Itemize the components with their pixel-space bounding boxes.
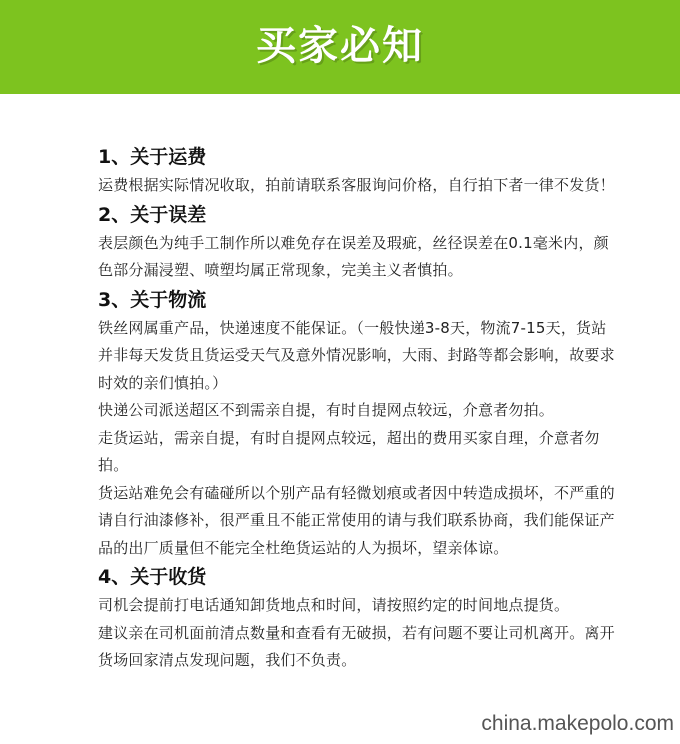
section-paragraph: 铁丝网属重产品，快递速度不能保证。（一般快递3-8天，物流7-15天，货站并非每天发货且货运受天气及意外情况影响，大雨、封路等都会影响，故要求时效的亲们慎拍。） xyxy=(98,318,615,392)
section-paragraph: 司机会提前打电话通知卸货地点和时间，请按照约定的时间地点提货。 xyxy=(98,596,570,614)
section-receiving xyxy=(98,562,618,675)
section-paragraph: 表层颜色为纯手工制作所以难免存在误差及瑕疵，丝径误差在0.1毫米内，颜色部分漏浸塑、喷塑均属正常现象，完美主义者慎拍。 xyxy=(98,233,609,279)
section-paragraph: 快递公司派送超区不到需亲自提，有时自提网点较远，介意者勿拍。 xyxy=(98,401,555,419)
notice-content xyxy=(98,142,618,675)
section-heading: 3、关于物流 xyxy=(98,288,207,311)
section-shipping-fee xyxy=(98,142,618,200)
section-paragraph: 建议亲在司机面前清点数量和查看有无破损，若有问题不要让司机离开。离开货场回家清点发现问题，我们不负责。 xyxy=(98,623,615,669)
section-heading: 2、关于误差 xyxy=(98,203,207,226)
header-banner xyxy=(0,0,680,94)
section-paragraph: 货运站难免会有磕碰所以个别产品有轻微划痕或者因中转造成损坏，不严重的请自行油漆修补，很严重且不能正常使用的请与我们联系协商，我们能保证产品的出厂质量但不能完全杜绝货运站的人为损坏，望亲体谅。 xyxy=(98,483,615,557)
section-paragraph: 运费根据实际情况收取，拍前请联系客服询问价格，自行拍下者一律不发货！ xyxy=(98,176,615,194)
section-heading: 4、关于收货 xyxy=(98,566,207,588)
section-logistics xyxy=(98,285,618,563)
section-heading: 1、关于运费 xyxy=(98,146,207,168)
section-paragraph: 走货运站，需亲自提，有时自提网点较远，超出的费用买家自理，介意者勿拍。 xyxy=(98,428,600,474)
page-title: 买家必知 xyxy=(256,23,424,69)
site-watermark: china.makepolo.com xyxy=(481,712,674,735)
section-tolerance xyxy=(98,200,618,285)
